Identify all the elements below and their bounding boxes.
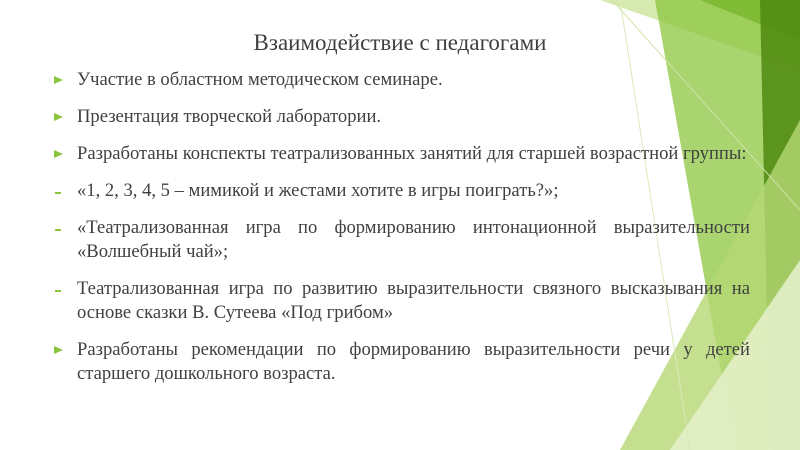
list-item <box>52 142 750 166</box>
list-item-text: «1, 2, 3, 4, 5 – мимикой и жестами хотите в игры поиграть?»; <box>77 180 559 201</box>
bullet-list <box>52 68 750 399</box>
list-item-text: Разработаны конспекты театрализованных занятий для старшей возрастной группы: <box>77 143 747 164</box>
list-item-text: Театрализованная игра по развитию выразительности связного высказывания на основе сказки В. Сутеева «Под грибом» <box>77 278 750 323</box>
list-item <box>52 105 750 129</box>
list-item-text: Разработаны рекомендации по формированию выразительности речи у детей старшего дошкольного возраста. <box>77 339 750 384</box>
list-item <box>52 179 750 203</box>
list-item <box>52 68 750 92</box>
slide-title: Взаимодействие с педагогами <box>253 30 547 55</box>
list-item <box>52 338 750 386</box>
list-item <box>52 216 750 264</box>
list-item-text: Участие в областном методическом семинаре. <box>77 69 443 90</box>
list-item-text: «Театрализованная игра по формированию интонационной выразительности «Волшебный чай»; <box>77 217 750 262</box>
list-item-text: Презентация творческой лаборатории. <box>77 106 382 127</box>
list-item <box>52 277 750 325</box>
